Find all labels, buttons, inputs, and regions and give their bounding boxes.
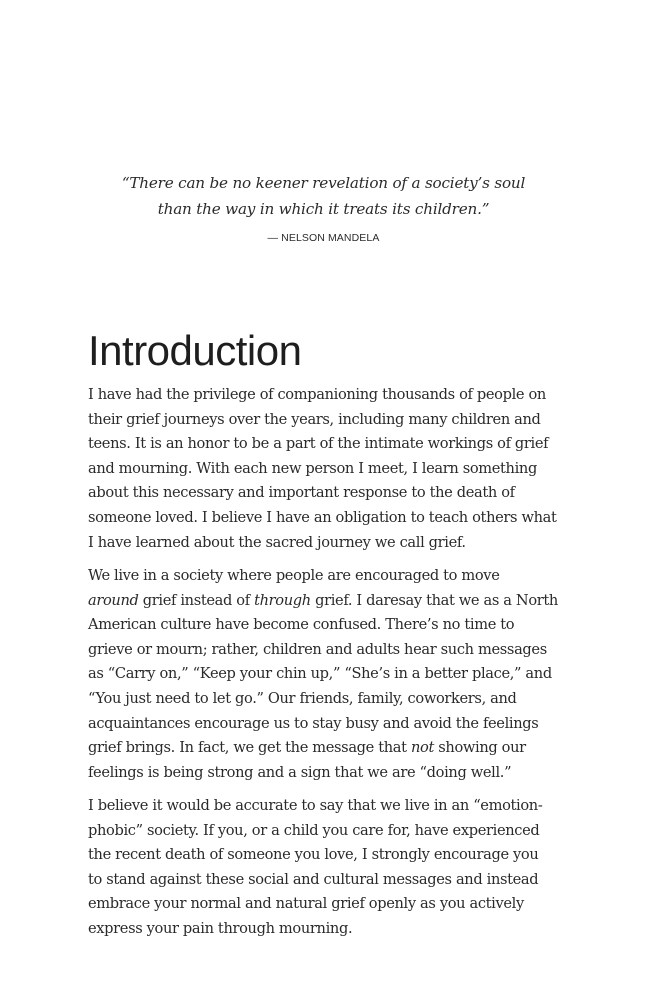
paragraph-2 [88, 564, 568, 785]
text-line [88, 736, 568, 761]
epigraph-quote-line: “There can be no keener revelation of a society’s soul [121, 174, 526, 192]
text-line: phobic” society. If you, or a child you care for, have experienced [88, 821, 540, 839]
epigraph-quote-line: than the way in which it treats its children.” [157, 200, 490, 218]
paragraph-3 [88, 794, 568, 942]
text-line: embrace your normal and natural grief openly as you actively [88, 895, 524, 913]
text-line: grieve or mourn; rather, children and adults hear such messages [88, 640, 547, 658]
text-line: teens. It is an honor to be a part of the intimate workings of grief [88, 435, 549, 453]
text-line: I have had the privilege of companioning thousands of people on [88, 386, 546, 403]
text-line: about this necessary and important response to the death of [88, 484, 515, 502]
text-line: I have learned about the sacred journey we call grief. [88, 533, 466, 551]
text-line: acquaintances encourage us to stay busy and avoid the feelings [88, 714, 539, 732]
text-run: grief. I daresay that we as a North [310, 591, 558, 609]
text-line: their grief journeys over the years, including many children and [88, 410, 541, 428]
text-line: and mourning. With each new person I meet, I learn something [88, 459, 537, 477]
text-line [88, 589, 568, 614]
epigraph [0, 170, 647, 244]
text-line: American culture have become confused. There’s no time to [88, 616, 515, 634]
emphasis: around [88, 591, 139, 609]
paragraph-1 [88, 383, 568, 555]
text-line: the recent death of someone you love, I strongly encourage you [88, 846, 539, 864]
text-run: grief brings. In fact, we get the message that [88, 739, 411, 757]
text-line: express your pain through mourning. [88, 919, 353, 937]
emphasis: through [254, 591, 311, 609]
text-run: grief instead of [138, 591, 255, 609]
text-line: I believe it would be accurate to say that we live in an “emotion- [88, 797, 543, 814]
epigraph-attribution: — NELSON MANDELA [267, 232, 380, 244]
text-line: someone loved. I believe I have an obligation to teach others what [88, 508, 557, 526]
emphasis: not [410, 739, 434, 757]
text-run: showing our [433, 739, 526, 757]
text-line: We live in a society where people are encouraged to move [88, 567, 500, 584]
text-line: feelings is being strong and a sign that we are “doing well.” [88, 763, 512, 781]
chapter-title: Introduction [88, 327, 302, 374]
text-line: as “Carry on,” “Keep your chin up,” “She’s in a better place,” and [88, 665, 552, 683]
text-line: to stand against these social and cultural messages and instead [88, 870, 539, 888]
text-line: “You just need to let go.” Our friends, family, coworkers, and [88, 689, 517, 707]
